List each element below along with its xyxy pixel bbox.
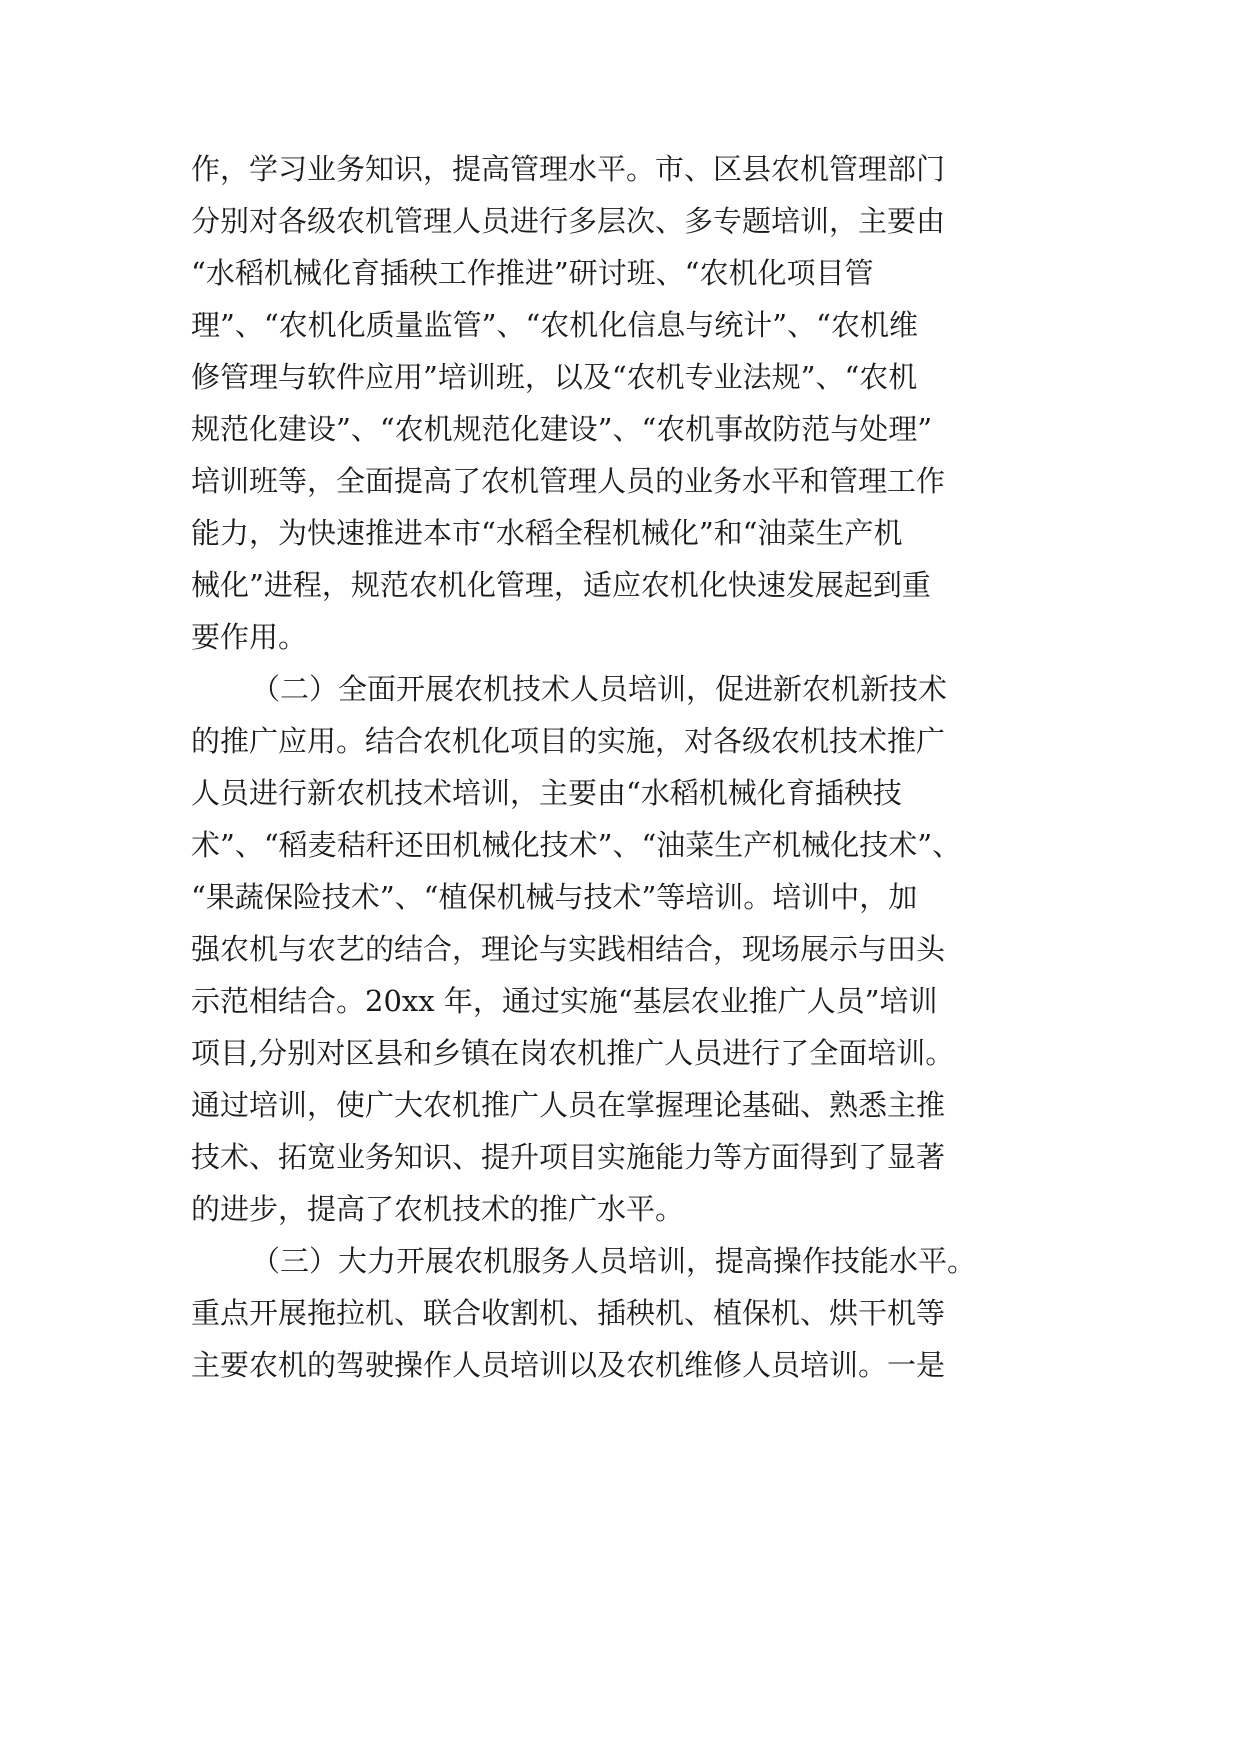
text-line: “果蔬保险技术”、“植保机械与技术”等培训。培训中，加 [191,880,918,914]
text-line: 重点开展拖拉机、联合收割机、插秧机、植保机、烘干机等 [191,1296,946,1330]
text-line: 要作用。 [191,620,308,654]
text-line: 的推广应用。结合农机化项目的实施，对各级农机技术推广 [191,724,946,758]
text-line: 的进步，提高了农机技术的推广水平。 [191,1192,685,1226]
text-line: 培训班等，全面提高了农机管理人员的业务水平和管理工作 [191,464,946,498]
section-heading-line: （二）全面开展农机技术人员培训，促进新农机新技术 [251,672,948,706]
text-line: “水稻机械化育插秧工作推进”研讨班、“农机化项目管 [191,256,874,290]
text-line: 能力，为快速推进本市“水稻全程机械化”和“油菜生产机 [191,516,903,550]
text-line: 理”、“农机化质量监管”、“农机化信息与统计”、“农机维 [191,308,918,342]
text-line: 示范相结合。20xx 年，通过实施“基层农业推广人员”培训 [191,984,938,1018]
text-line: 技术、拓宽业务知识、提升项目实施能力等方面得到了显著 [191,1140,946,1174]
text-line: 通过培训，使广大农机推广人员在掌握理论基础、熟悉主推 [191,1088,946,1122]
text-line: 修管理与软件应用”培训班，以及“农机专业法规”、“农机 [191,360,918,394]
text-line: 规范化建设”、“农机规范化建设”、“农机事故防范与处理” [191,412,933,446]
text-line: 作，学习业务知识，提高管理水平。市、区县农机管理部门 [191,152,946,186]
text-line: 主要农机的驾驶操作人员培训以及农机维修人员培训。一是 [191,1348,946,1382]
text-line: 强农机与农艺的结合，理论与实践相结合，现场展示与田头 [191,932,946,966]
text-line: 械化”进程，规范农机化管理，适应农机化快速发展起到重 [191,568,931,602]
text-line: 分别对各级农机管理人员进行多层次、多专题培训，主要由 [191,204,946,238]
text-line: 术”、“稻麦秸秆还田机械化技术”、“油菜生产机械化技术”、 [191,828,962,862]
text-line: 项目,分别对区县和乡镇在岗农机推广人员进行了全面培训。 [191,1036,955,1070]
section-heading-line: （三）大力开展农机服务人员培训，提高操作技能水平。 [251,1244,977,1278]
text-line: 人员进行新农机技术培训，主要由“水稻机械化育插秧技 [191,776,902,810]
